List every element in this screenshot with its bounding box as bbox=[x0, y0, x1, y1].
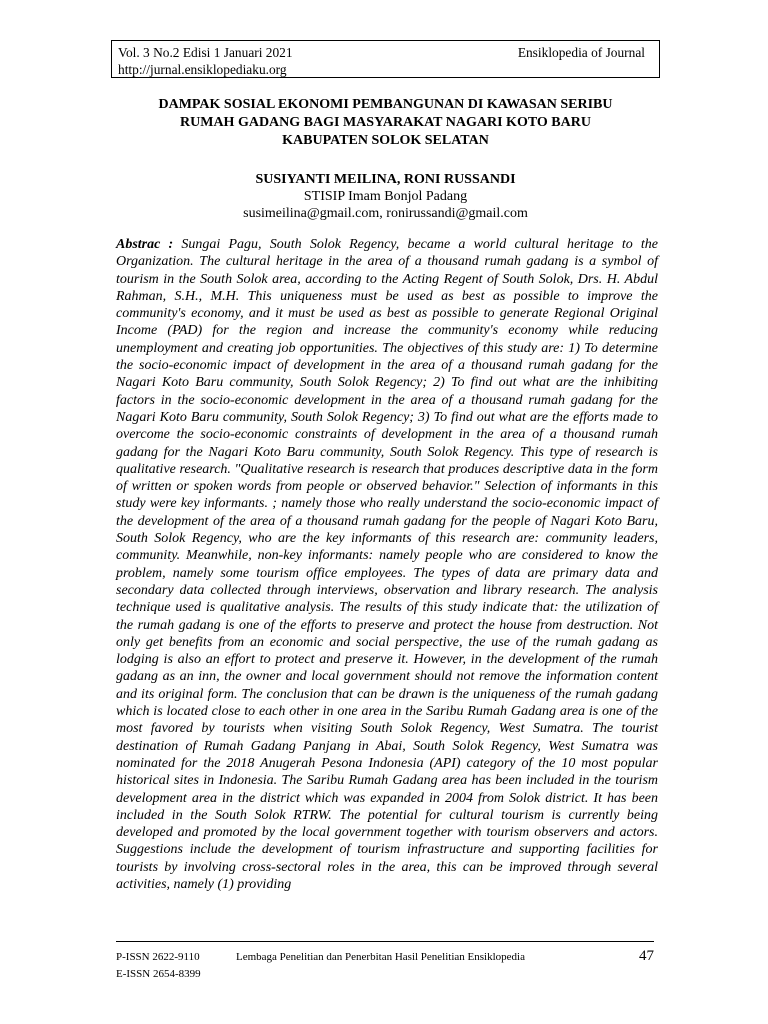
author-emails: susimeilina@gmail.com, ronirussandi@gmail.com bbox=[243, 206, 528, 221]
journal-name: Ensiklopedia of Journal bbox=[517, 45, 645, 60]
title-line: DAMPAK SOSIAL EKONOMI PEMBANGUNAN DI KAWASAN SERIBU bbox=[158, 97, 613, 112]
journal-url: http://jurnal.ensiklopediaku.org bbox=[118, 62, 287, 77]
title-line: KABUPATEN SOLOK SELATAN bbox=[282, 133, 489, 148]
volume-info: Vol. 3 No.2 Edisi 1 Januari 2021 bbox=[118, 45, 293, 60]
paper-title bbox=[111, 96, 660, 150]
e-issn: E-ISSN 2654-8399 bbox=[116, 968, 201, 980]
publisher-name: Lembaga Penelitian dan Penerbitan Hasil Penelitian Ensiklopedia bbox=[236, 951, 525, 963]
abstract-paragraph bbox=[116, 236, 658, 893]
author-block bbox=[111, 171, 660, 222]
page-footer bbox=[116, 941, 654, 983]
abstract bbox=[116, 236, 658, 893]
author-affiliation: STISIP Imam Bonjol Padang bbox=[303, 189, 468, 204]
footer-row bbox=[116, 948, 654, 966]
title-line: RUMAH GADANG BAGI MASYARAKAT NAGARI KOTO BARU bbox=[180, 115, 591, 130]
abstract-label: Abstrac : bbox=[116, 237, 174, 252]
p-issn: P-ISSN 2622-9110 bbox=[116, 951, 200, 963]
header-row bbox=[118, 44, 653, 61]
page-number: 47 bbox=[639, 948, 654, 964]
author-names: SUSIYANTI MEILINA, RONI RUSSANDI bbox=[255, 172, 516, 187]
journal-header bbox=[111, 40, 660, 78]
abstract-text: Sungai Pagu, South Solok Regency, became a world cultural heritage to the Organization. The cultural heritage in the area of a thousand rumah gadang is a symbol of tourism in the South Solok area, according to the Acting Regent of South Solok, Drs. H. Abdul Rahman, S.H., M.H. This uniqueness must be used as best as possible to improve the community's economy, and it must be used as best as possible to generate Regional Original Income (PAD) for the region and increase the community's economy while reducing unemployment and creating job opportunities. The objectives of this study are: 1) To determine the socio-economic impact of development in the area of a thousand rumah gadang for the Nagari Koto Baru community, South Solok Regency; 2) To find out what are the inhibiting factors in the socio-economic development in the area of a thousand rumah gadang for the Nagari Koto Baru community, South Solok Regency; 3) To find out what are the efforts made to overcome the socio-economic constraints of development in the area of a thousand rumah gadang for the Nagari Koto Baru community, South Solok Regency. This type of research is qualitative research. "Qualitative research is research that produces descriptive data in the form of written or spoken words from people or observed behavior." Selection of informants in this study were key informants. ; namely those who really understand the socio-economic impact of the development of the area of a thousand rumah gadang for the people of Nagari Koto Baru, South Solok Regency, who are the key informants of this research are: community leaders, community. Meanwhile, non-key informants: namely people who are considered to know the problem, namely some tourism office employees. The types of data are primary data and secondary data collected through interviews, observation and library research. The analysis technique used is qualitative analysis. The results of this study indicate that: the utilization of the rumah gadang is one of the efforts to preserve and protect the house from destruction. Not only get benefits from an economic and social perspective, the use of the rumah gadang as lodging is also an effort to protect and preserve it. However, in the development of the rumah gadang as an inn, the owner and local government should not remove the information content and its original form. The conclusion that can be drawn is the uniqueness of the rumah gadang which is located close to each other in one area in the Saribu Rumah Gadang area is one of the most favored by tourists when visiting South Solok Regency, West Sumatra. The tourist destination of Rumah Gadang Panjang in Abai, South Solok Regency, West Sumatra was nominated for the 2018 Anugerah Pesona Indonesia (API) category of the 10 most popular historical sites in Indonesia. The Saribu Rumah Gadang area has been included in the tourism development area in the district which was expanded in 2004 from Solok district. It has been included in the South Solok RTRW. The potential for cultural tourism is currently being developed and promoted by the local government together with tourism observers and actors. Suggestions include the development of tourism infrastructure and supporting facilities for tourists by involving cross-sectoral roles in the area, this can be improved through several activities, namely (1) providing bbox=[116, 237, 659, 892]
